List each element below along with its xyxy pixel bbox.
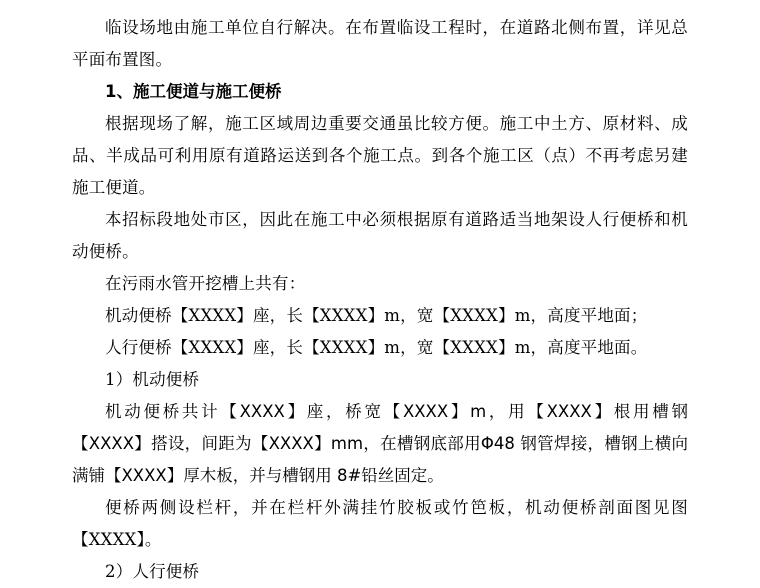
paragraph-pedestrian-bridge-spec: 人行便桥【XXXX】座，长【XXXX】m，宽【XXXX】m，高度平地面。: [105, 338, 648, 357]
paragraph-motor-bridge-spec: 机动便桥【XXXX】座，长【XXXX】m，宽【XXXX】m，高度平地面；: [105, 306, 648, 325]
paragraph-urban-bridges: 本招标段地处市区，因此在施工中必须根据原有道路适当地架设人行便桥和机动便桥。: [72, 210, 688, 261]
section-heading-1: 1、施工便道与施工便桥: [105, 82, 282, 101]
paragraph-motor-bridge-detail: 机动便桥共计【XXXX】座，桥宽【XXXX】m，用【XXXX】根用槽钢【XXXX】搭设，间距为【XXXX】mm，在槽钢底部用Φ48 钢管焊接，槽钢上横向满铺【XXXX】厚木板，并与槽钢用 8#铅丝固定。: [72, 402, 688, 485]
paragraph-railing: 便桥两侧设栏杆，并在栏杆外满挂竹胶板或竹笆板，机动便桥剖面图见图【XXXX】。: [72, 498, 688, 549]
paragraph-traffic: 根据现场了解，施工区域周边重要交通虽比较方便。施工中土方、原材料、成品、半成品可利用原有道路运送到各个施工点。到各个施工区（点）不再考虑另建施工便道。: [72, 114, 688, 197]
subsection-heading-motor-bridge: 1）机动便桥: [105, 370, 200, 389]
paragraph-trench-total: 在污雨水管开挖槽上共有：: [105, 274, 306, 293]
paragraph-intro: 临设场地由施工单位自行解决。在布置临设工程时，在道路北侧布置，详见总平面布置图。: [72, 18, 688, 69]
subsection-heading-pedestrian-bridge: 2）人行便桥: [105, 562, 200, 581]
